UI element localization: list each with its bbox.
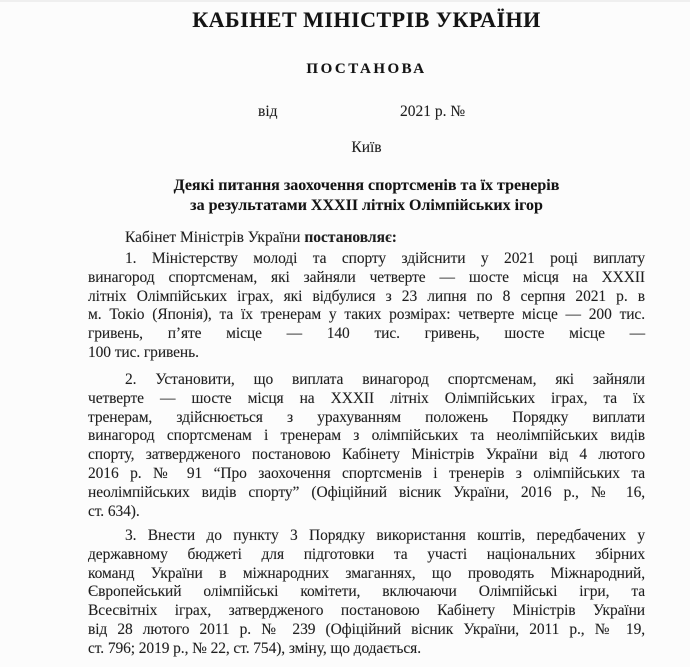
paragraph-line: Європейський олімпійські комітети, включаючи Олімпійські ігри, та [88,583,645,601]
paragraph-line: м. Токіо (Японія), та їх тренерам у таких розмірах: четверте місце — 200 тис. [88,306,645,324]
paragraph-line: 1. Міністерству молоді та спорту здійснити у 2021 році виплату [125,250,645,267]
paragraph-line: спорту, затвердженого постановою Кабінету Міністрів України від 4 лютого [88,446,645,464]
paragraph-line: винагород спортсменам, які зайняли четверте — шосте місця на XXXII [88,268,645,286]
preamble-lead: Кабінет Міністрів України [125,229,305,246]
preamble [88,228,645,247]
paragraph-line: винагород спортсменам і тренерам з олімпійських та неолімпійських видів [88,427,645,445]
paragraph-line: неолімпійських видів спорту” (Офіційний вісник України, 2016 р., № 16, [88,483,645,501]
paragraph-line: Всесвітніх іграх, затвердженого постановою Кабінету Міністрів України [88,602,645,620]
paragraph-line: 100 тис. гривень. [88,343,199,361]
paragraph-line: гривень, п’яте місце — 140 тис. гривень, шосте місце — [88,325,645,343]
date-year-number-label: 2021 р. № [400,103,466,120]
paragraph-line: команд України в міжнародних змаганнях, що проводять Міжнародний, [88,564,645,582]
paragraph-line: четверте — шосте місця на XXXII літніх Олімпійських іграх, та їх [88,389,645,407]
paragraph-line: тренерам, здійснюється з урахуванням положень Порядку виплати [88,408,645,426]
paragraph-line: ст. 796; 2019 р., № 22, ст. 754), зміну, що додається. [88,639,421,657]
paragraph-line: літніх Олімпійських іграх, які відбулися з 23 липня по 8 серпня 2021 р. в [88,287,645,305]
subject-line-1: Деякі питання заохочення спортсменів та їх тренерів [173,177,560,194]
paragraph-2 [88,371,645,521]
resolution-verb: постановляє: [304,229,397,246]
paragraph-line: 2. Установити, що виплата винагород спортсменам, які зайняли [125,371,645,388]
city-label: Київ [351,139,382,156]
paragraph-line: 3. Внести до пункту 3 Порядку використання коштів, передбачених у [125,527,645,544]
paragraph-line: 2016 р. № 91 “Про заохочення спортсменів і тренерів з олімпійських та [88,464,645,482]
document-type-label: ПОСТАНОВА [306,61,427,77]
date-line [88,102,645,122]
paragraph-1 [88,250,645,363]
subject-line-2: за результатами XXXII літніх Олімпійських ігор [190,196,543,214]
date-prefix-label: від [258,103,278,120]
paragraph-line: державному бюджеті для підготовки та участі національних збірних [88,545,645,563]
paragraph-line: від 28 лютого 2011 р. № 239 (Офіційний вісник України, 2011 р., № 19, [88,620,645,638]
document-subject-title [88,176,645,215]
paragraph-3 [88,527,645,659]
issuing-authority-title: КАБІНЕТ МІНІСТРІВ УКРАЇНИ [192,7,541,32]
document-content [88,2,645,667]
paragraph-line: ст. 634). [88,502,140,520]
